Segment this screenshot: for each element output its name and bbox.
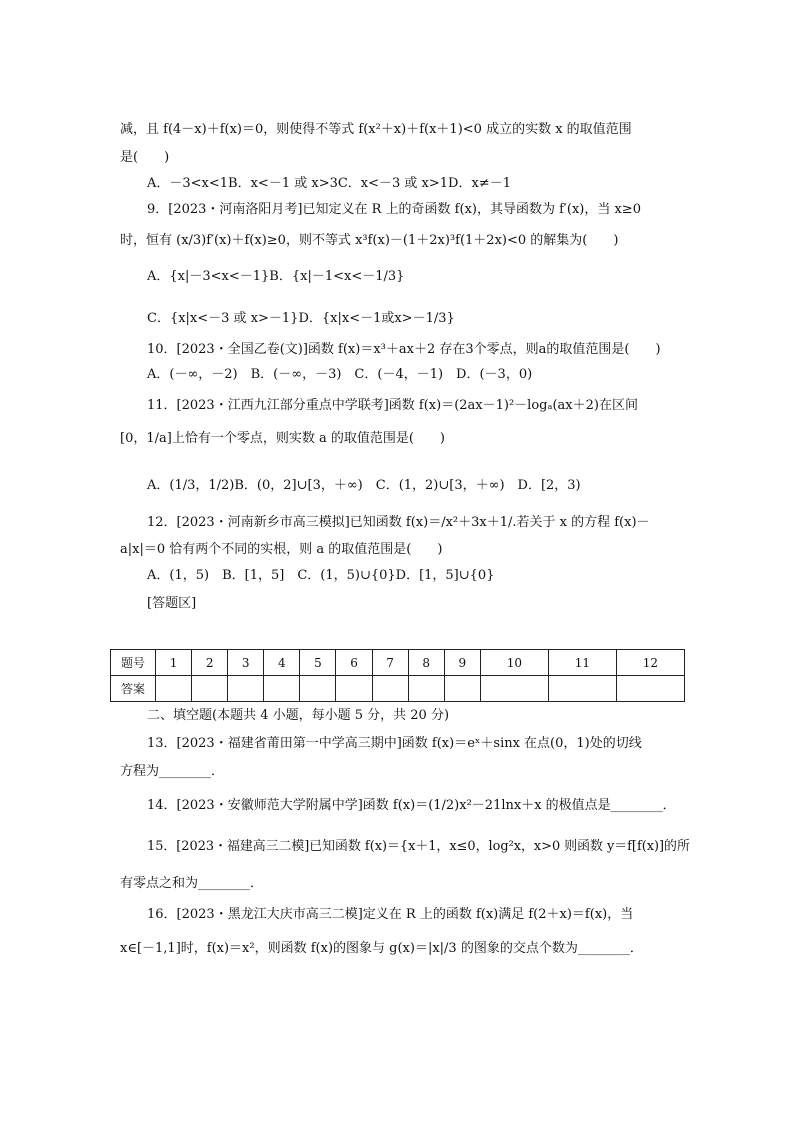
table-row: [111, 676, 685, 702]
answer-cell[interactable]: [228, 676, 264, 702]
option-line: A．(－∞，－2) B．(－∞，－3) C．(－4，－1) D．(－3，0): [147, 367, 533, 382]
option-line: A．{x|－3<x<－1}B．{x|－1<x<－1/3}: [147, 269, 405, 284]
text-line: x∈[－1,1]时，f(x)＝x²，则函数 f(x)的图象与 g(x)＝|x|/3 的图象的交点个数为________．: [120, 941, 643, 956]
question-number-cell: 1: [156, 650, 192, 676]
question-number-cell: 7: [372, 650, 408, 676]
option-line: A．(1/3，1/2)B．(0，2]∪[3，＋∞) C．(1，2)∪[3，＋∞) D．[2，3): [147, 478, 581, 493]
question-number-cell: 4: [264, 650, 300, 676]
text-line: 时，恒有 (x/3)f′(x)＋f(x)≥0，则不等式 x³f(x)－(1＋2x)³f(1＋2x)<0 的解集为( ): [120, 233, 619, 248]
question-number-cell: 11: [548, 650, 616, 676]
question-12: 12．[2023・河南新乡市高三模拟]已知函数 f(x)＝/x²＋3x＋1/.若关于 x 的方程 f(x)－: [147, 515, 650, 530]
question-16: 16．[2023・黑龙江大庆市高三二模]定义在 R 上的函数 f(x)满足 f(2＋x)＝f(x)，当: [147, 907, 634, 922]
question-number-cell: 6: [336, 650, 372, 676]
answer-cell[interactable]: [372, 676, 408, 702]
answer-cell[interactable]: [408, 676, 444, 702]
answer-cell[interactable]: [444, 676, 480, 702]
table-header-cell: 答案: [111, 676, 156, 702]
answer-cell[interactable]: [192, 676, 228, 702]
question-13: 13．[2023・福建省莆田第一中学高三期中]函数 f(x)＝eˣ＋sinx 在点(0，1)处的切线: [147, 736, 642, 751]
option-line: A．(1，5) B．[1，5] C．(1，5)∪{0}D．[1，5]∪{0}: [147, 568, 495, 583]
answer-area-label: [答题区]: [147, 596, 197, 611]
question-15: 15．[2023・福建高三二模]已知函数 f(x)＝{x＋1，x≤0，log²x，x>0 则函数 y＝f[f(x)]的所: [147, 839, 690, 854]
answer-cell[interactable]: [480, 676, 548, 702]
answer-cell[interactable]: [548, 676, 616, 702]
question-number-cell: 9: [444, 650, 480, 676]
option-line: A．－3<x<1B．x<－1 或 x>3C．x<－3 或 x>1D．x≠－1: [147, 176, 511, 191]
question-9: 9．[2023・河南洛阳月考]已知定义在 R 上的奇函数 f(x)，其导函数为 f′(x)，当 x≥0: [147, 202, 641, 217]
question-number-cell: 10: [480, 650, 548, 676]
table-header-cell: 题号: [111, 650, 156, 676]
question-number-cell: 3: [228, 650, 264, 676]
option-line: C．{x|x<－3 或 x>－1}D．{x|x<－1或x>－1/3}: [147, 311, 455, 326]
text-line: 方程为________．: [120, 764, 225, 779]
text-line: 是( ): [120, 150, 170, 165]
text-line: 减，且 f(4－x)＋f(x)＝0，则使得不等式 f(x²＋x)＋f(x＋1)<0 成立的实数 x 的取值范围: [120, 122, 632, 137]
answer-cell[interactable]: [300, 676, 336, 702]
answer-cell[interactable]: [264, 676, 300, 702]
question-number-cell: 2: [192, 650, 228, 676]
answer-cell[interactable]: [336, 676, 372, 702]
question-10: 10．[2023・全国乙卷(文)]函数 f(x)＝x³＋ax＋2 存在3个零点，则a的取值范围是( ): [147, 342, 661, 357]
answer-table: [110, 649, 685, 702]
text-line: 有零点之和为________．: [120, 876, 264, 891]
question-14: 14．[2023・安徽师范大学附属中学]函数 f(x)＝(1/2)x²－21lnx＋x 的极值点是________．: [147, 798, 676, 813]
text-line: [0，1/a]上恰有一个零点，则实数 a 的取值范围是( ): [120, 431, 445, 446]
text-line: a|x|＝0 恰有两个不同的实根，则 a 的取值范围是( ): [120, 542, 443, 557]
section-heading: 二、填空题(本题共 4 小题，每小题 5 分，共 20 分): [147, 708, 450, 723]
question-number-cell: 5: [300, 650, 336, 676]
answer-cell[interactable]: [616, 676, 684, 702]
question-11: 11．[2023・江西九江部分重点中学联考]函数 f(x)＝(2ax－1)²－logₐ(ax＋2)在区间: [147, 398, 638, 413]
question-number-cell: 12: [616, 650, 684, 676]
answer-cell[interactable]: [156, 676, 192, 702]
table-row: [111, 650, 685, 676]
question-number-cell: 8: [408, 650, 444, 676]
